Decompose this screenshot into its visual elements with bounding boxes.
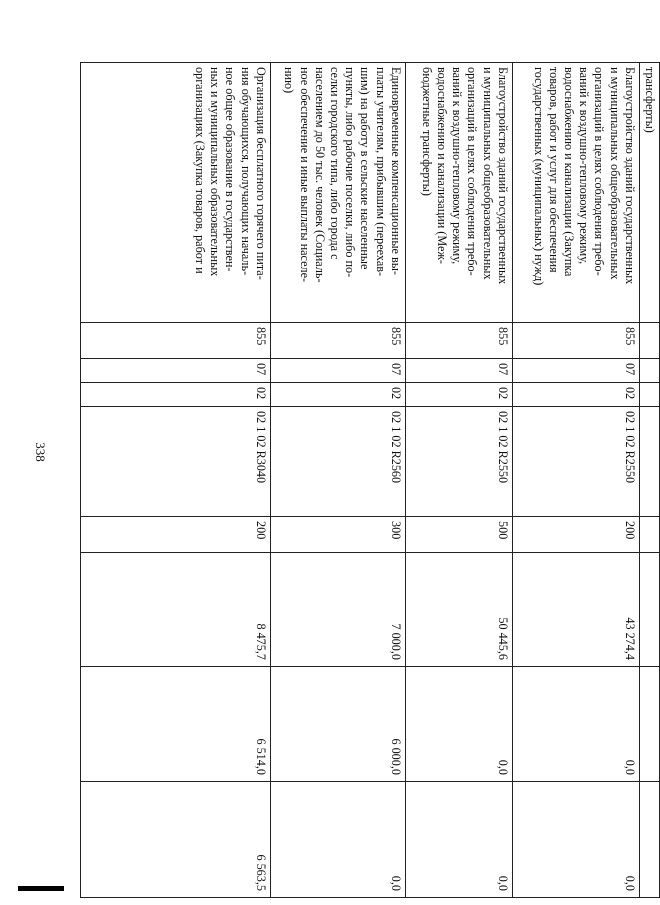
row-description: Организация бесплатного горячего пита- ния обучающихся, получающих началь- ное общее образование в государствен- ных и муниципальных образовательных организациях (Закупка товаров, работ и	[80, 63, 270, 323]
table-row	[80, 63, 270, 898]
expense-kind-code: 500	[405, 517, 512, 553]
expense-kind-code	[639, 517, 659, 553]
subsection-code: 02	[80, 383, 270, 407]
page-number: 338	[33, 442, 48, 462]
section-code: 07	[80, 359, 270, 383]
subsection-code	[639, 383, 659, 407]
amount-year-3: 0,0	[405, 782, 512, 898]
subsection-code: 02	[405, 383, 512, 407]
section-code	[639, 359, 659, 383]
amount-year-2: 6 000,0	[270, 667, 405, 782]
amount-year-1	[639, 553, 659, 667]
row-description: Единовременные компенсационные вы- платы учителям, прибывшим (переехав- шим) на работу в сельские населенные пункты, либо рабочие поселки, либо по- селки городского типа, либо города с населением до 50 тыс. человек (Социаль- ное обеспечение и иные выплаты населе- нию)	[270, 63, 405, 323]
subsection-code: 02	[270, 383, 405, 407]
row-description: Благоустройство зданий государственных и муниципальных общеобразовательных организаций в целях соблюдения требо- ваний к воздушно-тепловому режиму, водоснабжению и канализации (Меж- бюджетные трансферты)	[405, 63, 512, 323]
ministry-code: 855	[512, 323, 639, 359]
target-article-code: 02 1 02 R2550	[405, 407, 512, 517]
table-row	[270, 63, 405, 898]
ministry-code: 855	[270, 323, 405, 359]
subsection-code: 02	[512, 383, 639, 407]
section-code: 07	[405, 359, 512, 383]
expense-kind-code: 200	[512, 517, 639, 553]
target-article-code	[639, 407, 659, 517]
amount-year-2: 0,0	[512, 667, 639, 782]
amount-year-2: 6 514,0	[80, 667, 270, 782]
section-code: 07	[512, 359, 639, 383]
amount-year-3: 0,0	[512, 782, 639, 898]
expense-kind-code: 200	[80, 517, 270, 553]
target-article-code: 02 1 02 R3040	[80, 407, 270, 517]
amount-year-1: 7 000,0	[270, 553, 405, 667]
amount-year-1: 8 475,7	[80, 553, 270, 667]
target-article-code: 02 1 02 R2560	[270, 407, 405, 517]
amount-year-2	[639, 667, 659, 782]
ministry-code: 855	[405, 323, 512, 359]
scan-edge-mark	[18, 886, 64, 891]
ministry-code	[639, 323, 659, 359]
expense-kind-code: 300	[270, 517, 405, 553]
amount-year-3: 6 563,5	[80, 782, 270, 898]
table-row	[512, 63, 639, 898]
budget-table-rotated	[110, 62, 660, 897]
section-code: 07	[270, 359, 405, 383]
budget-table	[80, 62, 660, 898]
ministry-code: 855	[80, 323, 270, 359]
amount-year-2: 0,0	[405, 667, 512, 782]
row-description: Благоустройство зданий государственных и муниципальных общеобразовательных организаций в целях соблюдения требо- ваний к воздушно-тепловому режиму, водоснабжению и канализации (Закупка товаров, работ и услуг для обеспечения государственных (муниципальных) нужд)	[512, 63, 639, 323]
amount-year-3: 0,0	[270, 782, 405, 898]
row-description: трансферты)	[639, 63, 659, 323]
table-row	[405, 63, 512, 898]
amount-year-1: 50 445,6	[405, 553, 512, 667]
table-row	[639, 63, 659, 898]
amount-year-1: 43 274,4	[512, 553, 639, 667]
amount-year-3	[639, 782, 659, 898]
target-article-code: 02 1 02 R2550	[512, 407, 639, 517]
